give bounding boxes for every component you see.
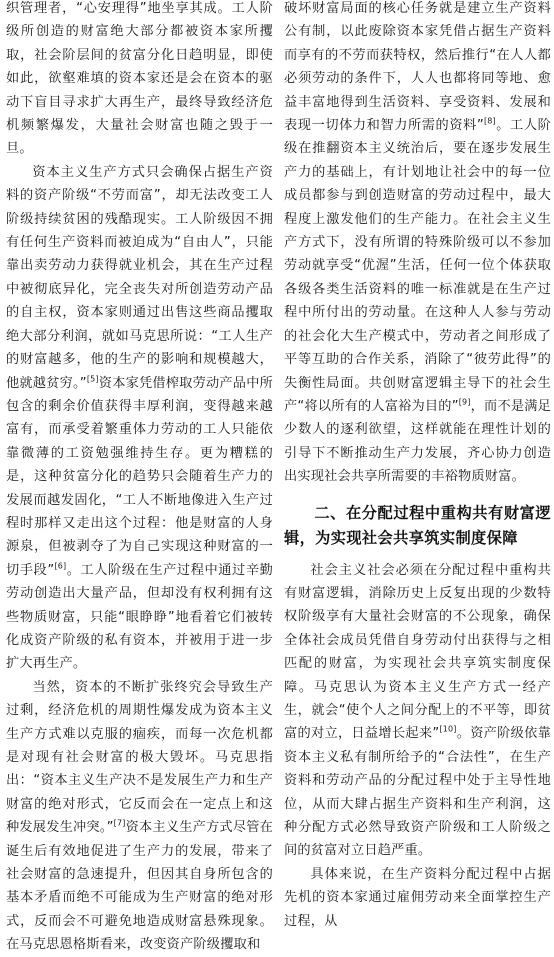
left-column — [6, 0, 274, 953]
text-run: 当然，资本的不断扩张终究会导致生产过剩，经济危机的周期性爆发成为资本主义生产方式难以克服的痼疾，而每一次危机都是对现有社会财富的极大毁坏。马克思指出：“资本主义生产决不是发展生产力和生产财富的绝对形式，它反而会在一定点上和这种发展发生冲突。” — [6, 679, 273, 836]
footnote-ref: [8] — [483, 116, 496, 126]
text-run: 社会主义社会必须在分配过程中重构共有财富逻辑，消除历史上反复出现的少数特权阶级享有大量社会财富的不公现象，确保全体社会成员凭借自身劳动付出获得与之相匹配的财富，为实现社会共享筑实制度保障。马克思认为资本主义生产方式一经产生，就会“使个人之间分配上的不平等，即贫富的对立，日益增长起来” — [284, 562, 551, 742]
paragraph-right-1 — [284, 0, 551, 489]
footnote-ref: [10] — [439, 724, 457, 734]
section-heading: 二、在分配过程中重构共有财富逻辑，为实现社会共享筑实制度保障 — [284, 503, 551, 547]
text-run: 。工人阶级在生产过程中通过辛勤劳动创造出大量产品，但却没有权利拥有这些物质财富，只能“眼睁睁”地看着它们被转化成资产阶级的私有资本，并被用于进一步扩大再生产。 — [6, 562, 273, 672]
footnote-ref: [9] — [458, 397, 471, 407]
paragraph-left-2 — [6, 161, 273, 676]
text-run: 。资产阶级依靠资本主义私有制所给予的“合法性”，在生产资料和劳动产品的分配过程中处于主导性地位，从而大肆占据生产资料和生产利润，这种分配方式必然导致资产阶级和工人阶级之间的贫富对立日趋严重。 — [284, 726, 552, 859]
paragraph-right-2 — [284, 559, 551, 863]
text-run: 破坏财富局面的核心任务就是建立生产资料公有制，以此废除资本家凭借占据生产资料而享有的不劳而获特权，然后推行“在人人都必须劳动的条件下，人人也都将同等地、愈益丰富地得到生活资料、享受资料、发展和表现一切体力和智力所需的资料” — [284, 1, 551, 134]
text-run: 。工人阶级在推翻资本主义统治后，要在逐步发展生产力的基础上，有计划地让社会中的每一位成员都参与到创造财富的劳动过程中，最大程度上激发他们的生产能力。在社会主义生产方式下，没有所谓的特殊阶级可以不参加劳动就享受“优渥”生活，任何一位个体获取各级各类生活资料的唯一标准就是在生产过程中所付出的劳动量。在这种人人参与劳动的社会化大生产模式中，劳动者之间形成了平等互助的合作关系，消除了“彼劳此得”的失衡性局面。共创财富逻辑主导下的社会生产“将以所有的人富裕为目的” — [284, 118, 551, 414]
text-run: 资本主义生产方式只会确保占据生产资料的资产阶级“不劳而富”，却无法改变工人阶级持续贫困的残酷现实。工人阶级因不拥有任何生产资料而被迫成为“自由人”，只能靠出卖劳动力获得就业机会，其在生产过程中被彻底异化，完全丧失对所创造劳动产品的自主权，资本家则通过出售这些商品攫取绝大部分利润，就如马克思所说：“工人生产的财富越多，他的生产的影响和规模越大，他就越贫穷。” — [6, 164, 273, 391]
paragraph-right-3 — [284, 863, 551, 933]
text-run: 资本家凭借榨取劳动产品中所包含的剩余价值获得丰厚利润，变得越来越富有，而承受着繁重体力劳动的工人只能依靠微薄的工资勉强维持生存。更为糟糕的是，这种贫富分化的趋势只会随着生产力的发展而越发固化，“工人不断地像进入生产过程时那样又走出这个过程：他是财富的人身源泉，但被剥夺了为自己实现这种财富的一切手段” — [6, 375, 273, 578]
right-column — [284, 0, 552, 929]
footnote-ref: [6] — [54, 561, 67, 571]
text-run: 具体来说，在生产资料分配过程中占据先机的资本家通过雇佣劳动来全面掌控生产过程，从 — [284, 866, 551, 929]
paragraph-left-3 — [6, 676, 273, 957]
footnote-ref: [5] — [86, 374, 99, 384]
text-run: 资本主义生产方式尽管在诞生后有效地促进了生产力的发展，带来了社会财富的急速提升，但因其自身所包含的基本矛盾而绝不可能成为生产财富的绝对形式，反而会不可避免地造成财富悬殊现象。在马克思恩格斯看来，改变资产阶级攫取和 — [6, 820, 274, 953]
text-run: 织管理者，“心安理得”地坐享其成。工人阶级所创造的财富绝大部分都被资本家所攫取，社会阶层间的贫富分化日趋明显，即使如此，欲壑难填的资本家还是会在资本的驱动下盲目寻求扩大再生产，最终导致经济危机频繁爆发，大量社会财富也随之毁于一旦。 — [6, 1, 273, 157]
footnote-ref: [7] — [113, 818, 126, 828]
paragraph-left-1 — [6, 0, 273, 161]
text-run: ，而不是满足少数人的逐利欲望，这样就能在理性计划的引导下不断推动生产力发展，齐心协力创造出实现社会共享所需要的丰裕物质财富。 — [284, 398, 552, 485]
